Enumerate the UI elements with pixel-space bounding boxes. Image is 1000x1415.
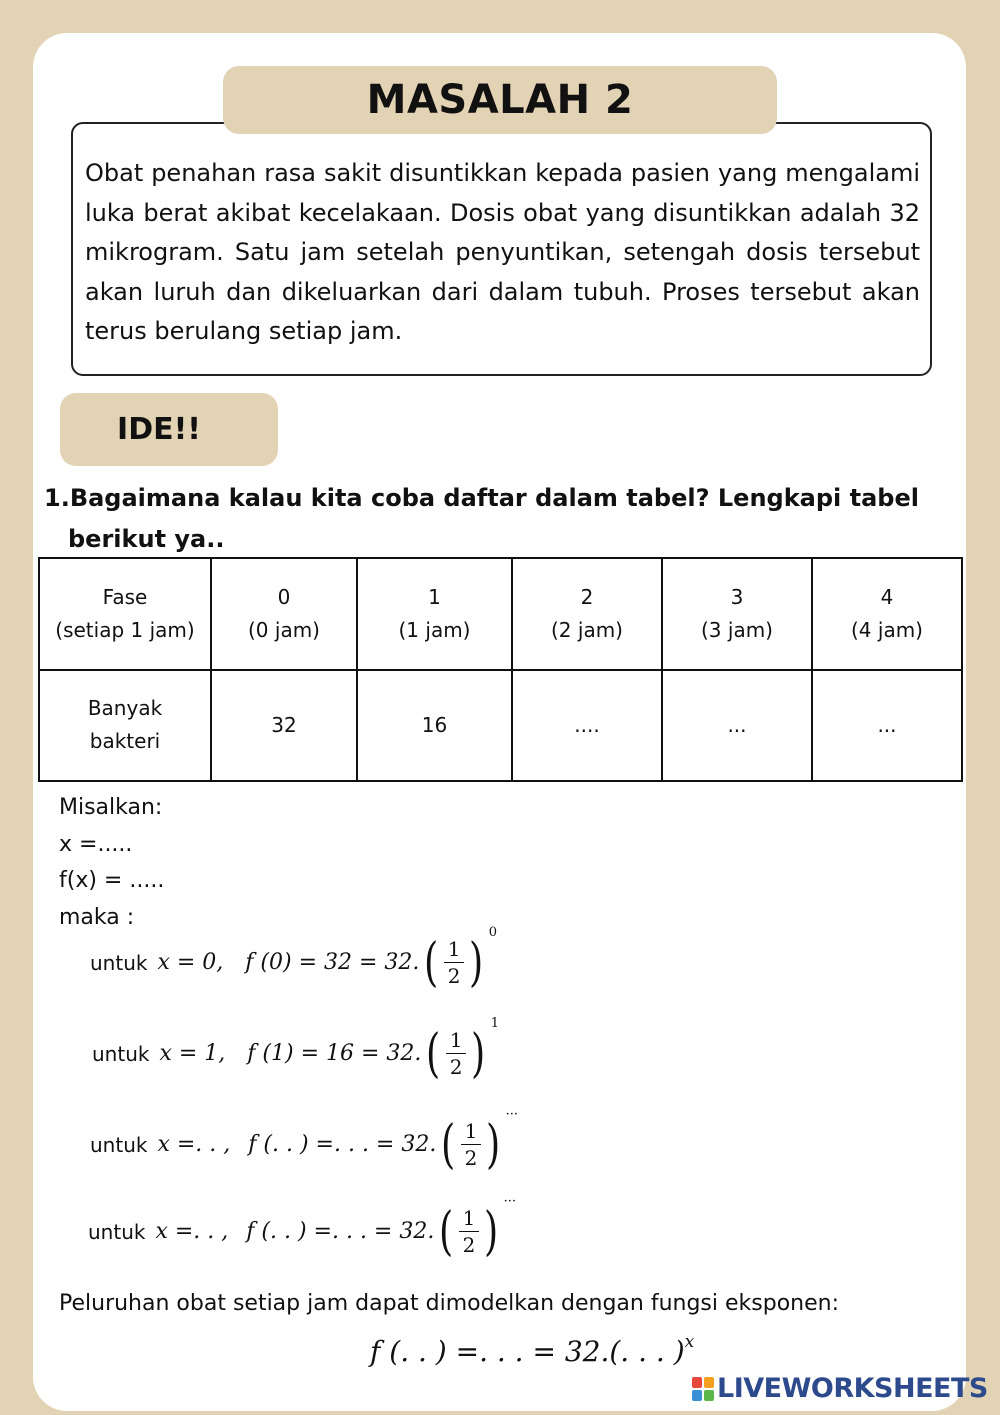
- title-banner: [223, 66, 777, 134]
- question-1: [44, 478, 954, 560]
- idea-banner: [60, 393, 278, 466]
- table-header-cell: 0 (0 jam): [211, 558, 357, 670]
- table-header-cell: 3 (3 jam): [662, 558, 812, 670]
- page-title: MASALAH 2: [366, 77, 634, 123]
- logo-icon: [692, 1377, 714, 1401]
- maka-label: maka :: [59, 904, 135, 930]
- table-answer-cell[interactable]: ...: [812, 670, 962, 782]
- question-line-2: berikut ya..: [68, 525, 225, 553]
- table-answer-cell[interactable]: ...: [662, 670, 812, 782]
- table-answer-cell[interactable]: ....: [512, 670, 662, 782]
- table-row: [39, 670, 962, 782]
- step-row[interactable]: untuk x =. . , f (. . ) =. . . = 32. ( $\frac{1}{2}$ ) ···: [90, 1107, 519, 1175]
- fx-definition[interactable]: f(x) = .....: [59, 868, 165, 893]
- table-cell: 32: [211, 670, 357, 782]
- table-row-label: Banyak bakteri: [39, 670, 211, 782]
- phase-table: [38, 557, 963, 782]
- model-formula[interactable]: f (. . ) =. . . = 32.(. . . )$^x$: [370, 1332, 695, 1368]
- table-header-row: [39, 558, 962, 670]
- table-cell: 16: [357, 670, 512, 782]
- idea-label: IDE!!: [117, 412, 201, 447]
- step-row: untuk x = 0, f (0) = 32 = 32. ( $\frac{1}{2}$ ) 0: [90, 925, 498, 993]
- x-definition[interactable]: x =.....: [59, 831, 133, 857]
- problem-box: [71, 122, 932, 376]
- misalkan-label: Misalkan:: [59, 795, 163, 820]
- table-header-cell: 2 (2 jam): [512, 558, 662, 670]
- liveworksheets-logo: LIVEWORKSHEETS: [692, 1373, 988, 1404]
- variables-block: [59, 790, 164, 936]
- table-header-cell: Fase (setiap 1 jam): [39, 558, 211, 670]
- problem-text: Obat penahan rasa sakit disuntikkan kepada pasien yang mengalami luka berat akibat kecelakaan. Dosis obat yang disuntikkan adalah 32 mikrogram. Satu jam setelah penyuntikan, setengah dosis tersebut akan luruh dan dikeluarkan dari dalam tubuh. Proses tersebut akan terus berulang setiap jam.: [85, 159, 920, 345]
- step-row: untuk x = 1, f (1) = 16 = 32. ( $\frac{1}{2}$ ) 1: [92, 1016, 500, 1084]
- question-line-1: 1.Bagaimana kalau kita coba daftar dalam tabel? Lengkapi tabel: [44, 484, 919, 512]
- table-header-cell: 1 (1 jam): [357, 558, 512, 670]
- table-header-cell: 4 (4 jam): [812, 558, 962, 670]
- conclusion-text: Peluruhan obat setiap jam dapat dimodelkan dengan fungsi eksponen:: [59, 1291, 839, 1316]
- step-row[interactable]: untuk x =. . , f (. . ) =. . . = 32. ( $\frac{1}{2}$ ) ···: [88, 1194, 517, 1262]
